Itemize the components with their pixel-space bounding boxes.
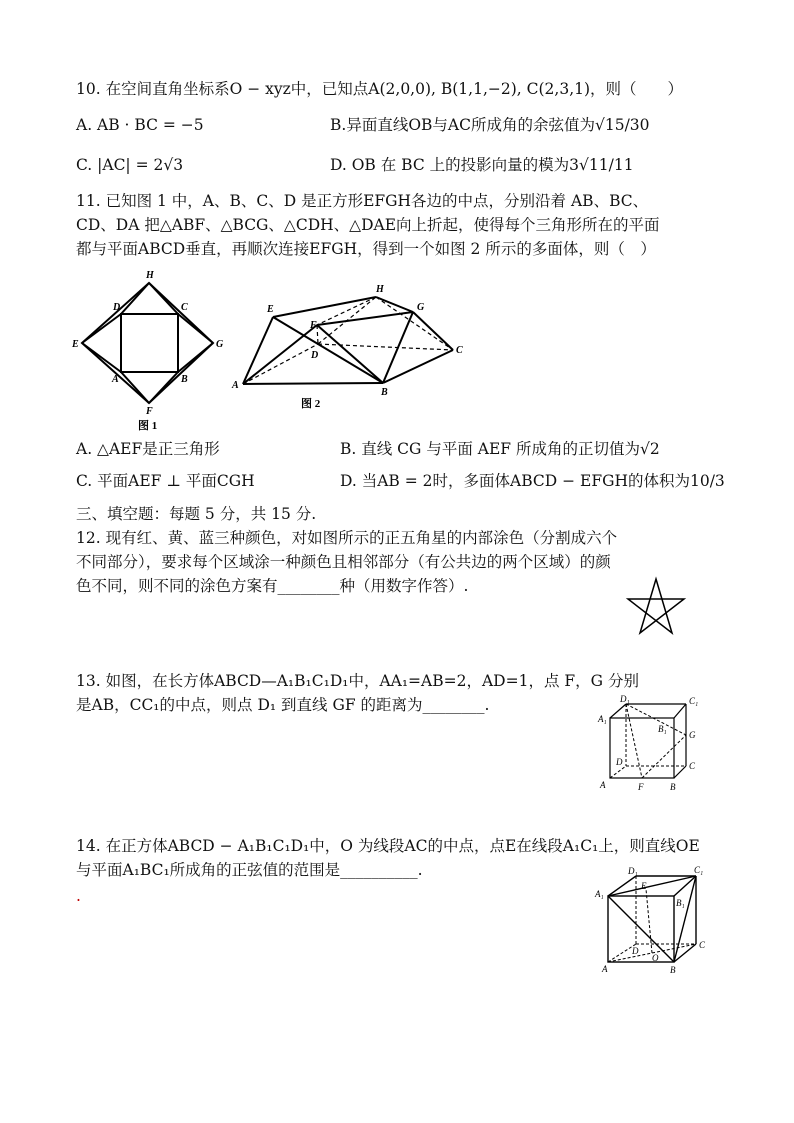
q11-option-b: B. 直线 CG 与平面 AEF 所成角的正切值为√2: [340, 440, 660, 458]
stray-dot: .: [76, 887, 81, 905]
cube-label-c: C: [699, 940, 706, 950]
q10-option-b: B.异面直线OB与AC所成角的余弦值为√15/30: [330, 116, 650, 134]
cuboid-label-c: C: [689, 761, 696, 771]
fig1-label-d: D: [113, 302, 121, 313]
q11-option-a: A. △AEF是正三角形: [76, 440, 220, 458]
fig1-label-c: C: [181, 302, 188, 313]
q13-line2: 是AB，CC₁的中点，则点 D₁ 到直线 GF 的距离为________.: [76, 696, 490, 714]
cuboid-label-a: A: [600, 780, 606, 790]
fig1-label-g: G: [216, 339, 224, 350]
fig2-label-f: F: [310, 320, 317, 331]
q14-line1: 14. 在正方体ABCD − A₁B₁C₁D₁中，O 为线段AC的中点，点E在线段A₁C₁上，则直线OE: [76, 837, 700, 855]
cuboid-label-g: G: [689, 730, 696, 740]
fig2-label-c: C: [456, 345, 463, 356]
fig2-label-e: E: [267, 304, 274, 315]
cuboid-figure: [596, 692, 708, 800]
cube-label-c1: C₁: [694, 865, 704, 875]
cuboid-label-f: F: [638, 782, 644, 792]
cuboid-label-d: D: [616, 757, 623, 767]
fig2-label-h: H: [376, 284, 384, 295]
pentagram-figure: [624, 576, 688, 638]
cube-label-e: E: [641, 881, 647, 891]
cube-label-d1: D₁: [628, 866, 638, 876]
section-3-heading: 三、填空题：每题 5 分，共 15 分.: [76, 505, 317, 523]
q14-line2: 与平面A₁BC₁所成角的正弦值的范围是__________.: [76, 861, 423, 879]
q12-line2: 不同部分），要求每个区域涂一种颜色且相邻部分（有公共边的两个区域）的颜: [76, 553, 611, 571]
cube-label-a: A: [602, 964, 608, 974]
fig2-label-b: B: [381, 387, 388, 398]
cube-figure: [594, 862, 712, 978]
q13-line1: 13. 如图，在长方体ABCD—A₁B₁C₁D₁中，AA₁=AB=2，AD=1，点 F，G 分别: [76, 672, 639, 690]
fig1-caption: 图 1: [138, 420, 158, 432]
q10-option-d: D. OB 在 BC 上的投影向量的模为3√11/11: [330, 156, 634, 174]
cube-label-a1: A₁: [595, 889, 604, 899]
fig1-label-b: B: [181, 374, 188, 385]
q11-option-c: C. 平面AEF ⊥ 平面CGH: [76, 472, 255, 490]
cube-label-b: B: [670, 965, 676, 975]
q10-option-a: A. AB · BC = −5: [76, 116, 204, 134]
figure-2: [228, 280, 473, 416]
cuboid-label-d1: D₁: [620, 694, 630, 704]
cube-label-d: D: [632, 946, 639, 956]
cube-label-b1: B₁: [676, 898, 685, 908]
fig2-caption: 图 2: [301, 398, 321, 410]
q10-stem: 10. 在空间直角坐标系O − xyz中，已知点A(2,0,0), B(1,1,−2), C(2,3,1)，则（ ）: [76, 80, 684, 98]
fig2-label-d: D: [311, 350, 319, 361]
q10-option-c: C. |AC| = 2√3: [76, 156, 184, 174]
cuboid-label-c1: C₁: [689, 696, 699, 706]
fig1-label-e: E: [72, 339, 79, 350]
fig1-label-h: H: [146, 270, 154, 281]
fig1-label-a: A: [112, 374, 119, 385]
q11-line2: CD、DA 把△ABF、△BCG、△CDH、△DAE向上折起，使得每个三角形所在的平面: [76, 216, 660, 234]
fig2-label-g: G: [417, 302, 425, 313]
fig2-label-a: A: [232, 380, 239, 391]
cuboid-label-b: B: [670, 782, 676, 792]
q11-line1: 11. 已知图 1 中，A、B、C、D 是正方形EFGH各边的中点，分别沿着 AB、BC、: [76, 192, 649, 210]
q12-line1: 12. 现有红、黄、蓝三种颜色，对如图所示的正五角星的内部涂色（分割成六个: [76, 529, 618, 547]
q12-line3: 色不同，则不同的涂色方案有________种（用数字作答）.: [76, 577, 469, 595]
cuboid-label-b1: B₁: [658, 724, 667, 734]
cuboid-label-a1: A₁: [598, 714, 607, 724]
q11-line3: 都与平面ABCD垂直，再顺次连接EFGH，得到一个如图 2 所示的多面体，则（ ）: [76, 240, 656, 258]
q11-option-d: D. 当AB = 2时，多面体ABCD − EFGH的体积为10/3: [340, 472, 725, 490]
cube-label-o: O: [652, 953, 659, 963]
figure-1: [70, 268, 230, 436]
fig1-label-f: F: [146, 406, 153, 417]
